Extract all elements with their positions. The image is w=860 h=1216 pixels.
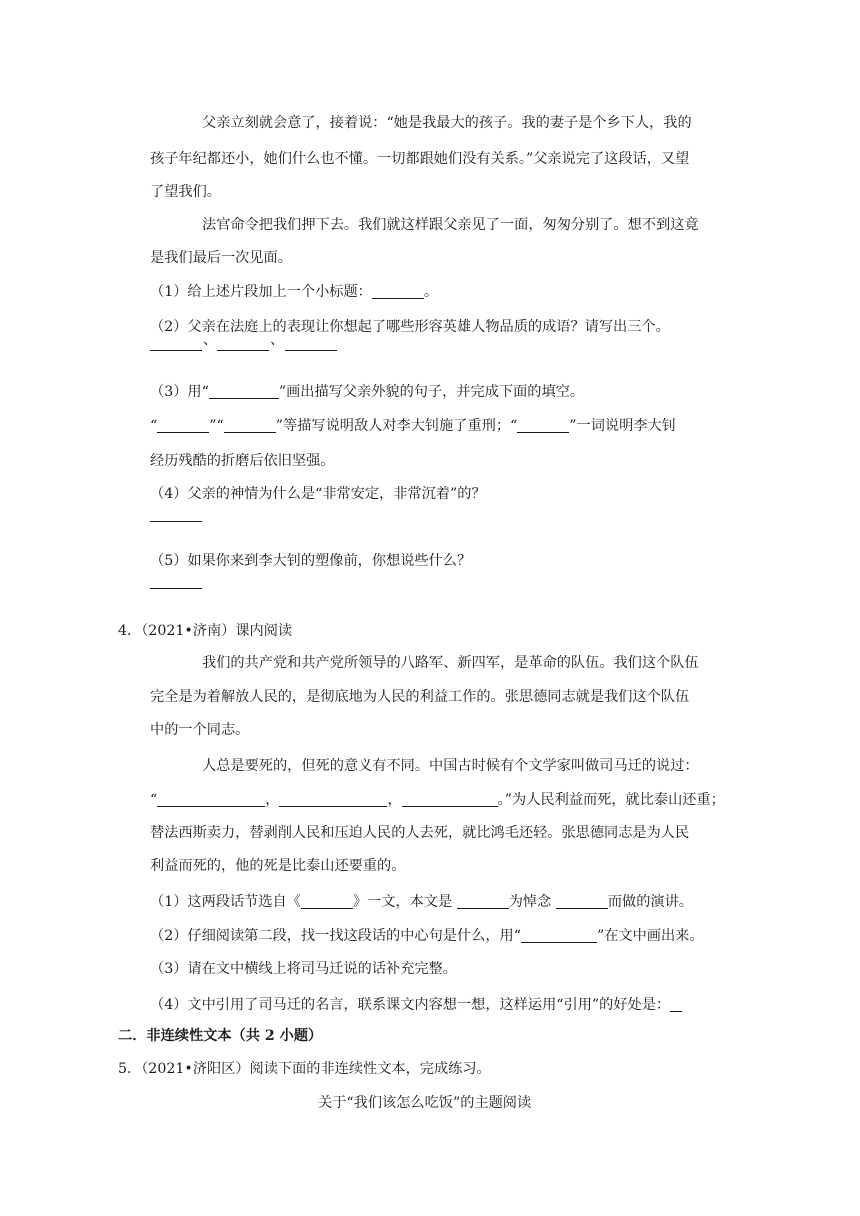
speaker-blank[interactable] <box>457 893 509 909</box>
q4-sub1-b: 》一文，本文是 <box>352 894 457 910</box>
q3-sub3 <box>150 381 584 401</box>
q4-sub2 <box>150 925 704 945</box>
q4-sub1 <box>150 891 693 911</box>
q3-sub5-blank[interactable] <box>150 573 202 589</box>
q3-sub3-line3: 经历残酷的折磨后依旧坚强。 <box>150 453 335 469</box>
q4-p1-line3: 中的一个同志。 <box>150 722 250 738</box>
q3-sub1-blank[interactable] <box>372 283 424 299</box>
quote-blank-3[interactable] <box>402 791 498 807</box>
quote-blank-2[interactable] <box>279 791 387 807</box>
q4-p1-line1: 我们的共产党和共产党所领导的八路军、新四军，是革命的队伍。我们这个队伍 <box>202 655 699 671</box>
q3-sub5: （5）如果你来到李大钊的塑像前，你想说些什么？ <box>150 553 472 569</box>
q3-sub3-line2 <box>150 415 676 435</box>
q4-sub2-a: （2）仔细阅读第二段，找一找这段话的中心句是什么，用“ <box>150 928 521 944</box>
q3-sub1-end: 。 <box>423 284 439 300</box>
q3-sub4: （4）父亲的神情为什么是“非常安定，非常沉着”的？ <box>150 486 486 502</box>
q4-p2-line4: 利益而死的，他的死是比泰山还要重的。 <box>150 858 406 874</box>
q4-quote-open: “ <box>150 792 158 808</box>
q3-sub2: （2）父亲在法庭上的表现让你想起了哪些形容英雄人物品质的成语？请写出三个。 <box>150 319 670 335</box>
q4-quote-comma-2: ， <box>387 792 402 808</box>
q4-sub2-b: ”在文中画出来。 <box>596 928 704 944</box>
q5-heading: 5．（2021•济阳区）阅读下面的非连续性文本，完成练习。 <box>118 1061 491 1077</box>
quote-blank-1[interactable] <box>157 791 265 807</box>
q4-sub1-c: 为悼念 <box>508 894 556 910</box>
q3-sub1-text: （1）给上述片段加上一个小标题： <box>150 284 372 300</box>
q4-sub4-blank[interactable] <box>670 996 682 1012</box>
q3-sub3-line2-b: ”“ <box>209 418 224 434</box>
essay-title-blank[interactable] <box>301 893 353 909</box>
q3-sub3-a: （3）用“ <box>150 384 209 400</box>
idiom-blank-3[interactable] <box>285 335 337 351</box>
passage3-p2-line2: 是我们最后一次见面。 <box>150 250 292 266</box>
q4-sub4-text: （4）文中引用了司马迁的名言，联系课文内容想一想，这样运用“引用”的好处是： <box>150 997 671 1013</box>
q4-sub1-a: （1）这两段话节选自《 <box>150 894 301 910</box>
q4-p1-line2: 完全是为着解放人民的，是彻底地为人民的利益工作的。张思德同志就是我们这个队伍 <box>150 689 690 705</box>
appearance-blank-3[interactable] <box>517 417 569 433</box>
passage3-p1-line1: 父亲立刻就会意了，接着说：“她是我最大的孩子。我的妻子是个乡下人，我的 <box>202 115 692 131</box>
q3-sub1 <box>150 281 438 301</box>
q4-sub1-d: 而做的演讲。 <box>607 894 693 910</box>
q3-sub4-answer <box>150 506 202 523</box>
q3-sub5-answer <box>150 573 202 590</box>
idiom-blank-2[interactable] <box>217 335 269 351</box>
q4-p2-line3: 替法西斯卖力，替剥削人民和压迫人民的人去死，就比鸿毛还轻。张思德同志是为人民 <box>150 825 690 841</box>
central-sentence-mark-blank[interactable] <box>521 927 597 943</box>
passage3-p2-line1: 法官命令把我们押下去。我们就这样跟父亲见了一面，匆匆分别了。想不到这竟 <box>202 217 699 233</box>
q5-topic-title: 关于“我们该怎么吃饭”的主题阅读 <box>318 1095 532 1111</box>
mourned-person-blank[interactable] <box>556 893 608 909</box>
q4-quote-end: 。”为人民利益而死，就比泰山还重； <box>497 792 725 808</box>
passage3-p1-line3: 了望我们。 <box>150 184 221 200</box>
q3-sub3-b: ”画出描写父亲外貌的句子，并完成下面的填空。 <box>278 384 585 400</box>
q4-quote-comma-1: ， <box>265 792 280 808</box>
q3-sub3-line2-a: “ <box>150 418 158 434</box>
q3-sub4-blank[interactable] <box>150 506 202 522</box>
q4-sub4 <box>150 994 682 1014</box>
q3-sub3-mark-blank[interactable] <box>209 383 279 399</box>
section2-heading: 二．非连续性文本（共 2 小题） <box>118 1028 323 1044</box>
q4-p2-line2 <box>150 789 725 809</box>
passage3-p1-line2: 孩子年纪都还小，她们什么也不懂。一切都跟她们没有关系。”父亲说完了这段话，又望 <box>150 151 690 167</box>
q4-p2-line1: 人总是要死的，但死的意义有不同。中国古时候有个文学家叫做司马迁的说过： <box>202 758 699 774</box>
q3-sub3-line2-d: ”一词说明李大钊 <box>569 418 676 434</box>
idiom-sep-2: 、 <box>270 332 285 348</box>
idiom-blank-1[interactable] <box>150 335 202 351</box>
appearance-blank-2[interactable] <box>224 417 276 433</box>
q3-sub3-line2-c: ”等描写说明敌人对李大钊施了重刑；“ <box>275 418 518 434</box>
q4-heading: 4．（2021•济南）课内阅读 <box>118 623 293 639</box>
q4-sub3: （3）请在文中横线上将司马迁说的话补充完整。 <box>150 961 457 977</box>
appearance-blank-1[interactable] <box>157 417 209 433</box>
idiom-sep-1: 、 <box>203 332 218 348</box>
